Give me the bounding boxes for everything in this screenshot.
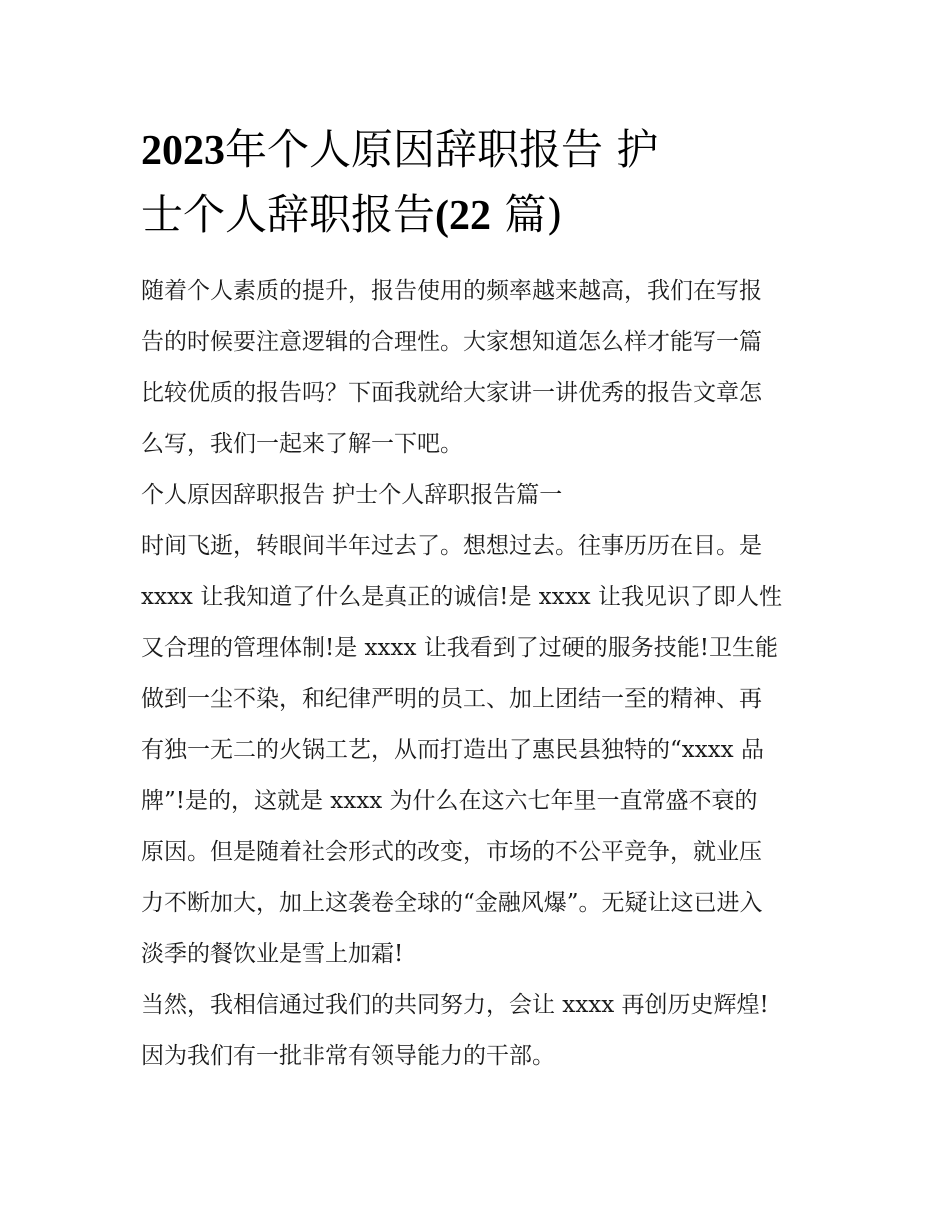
title-text-2: 士个人辞职报告	[141, 190, 436, 239]
title-line-2	[141, 183, 813, 248]
text-line: 淡季的餐饮业是雪上加霜!	[141, 941, 404, 967]
text-line: 时间飞逝，转眼间半年过去了。想想过去。往事历历在目。是	[141, 533, 762, 559]
title-text-1: 年个人原因辞职报告 护	[225, 125, 659, 174]
document-title	[141, 118, 813, 248]
text-line: 牌”!是的，这就是 xxxx 为什么在这六七年里一直常盛不衰的	[141, 788, 758, 814]
text-line: 比较优质的报告吗？下面我就给大家讲一讲优秀的报告文章怎	[141, 380, 762, 406]
text-line: 又合理的管理体制!是 xxxx 让我看到了过硬的服务技能!卫生能	[141, 635, 778, 661]
text-line: 有独一无二的火锅工艺，从而打造出了惠民县独特的“xxxx 品	[141, 737, 764, 763]
title-year: 2023	[141, 128, 225, 174]
text-line: 么写，我们一起来了解一下吧。	[141, 431, 463, 457]
document-content	[141, 118, 813, 1082]
intro-paragraph	[141, 266, 813, 470]
title-count: (22	[435, 193, 492, 239]
text-line: 当然，我相信通过我们的共同努力，会让 xxxx 再创历史辉煌!	[141, 992, 769, 1018]
text-line: 原因。但是随着社会形式的改变，市场的不公平竞争，就业压	[141, 839, 762, 865]
body-paragraph-2	[141, 980, 813, 1082]
text-line: xxxx 让我知道了什么是真正的诚信!是 xxxx 让我见识了即人性	[141, 584, 782, 610]
section-heading	[141, 470, 813, 521]
text-line: 随着个人素质的提升，报告使用的频率越来越高，我们在写报	[141, 278, 762, 304]
title-line-1	[141, 118, 813, 183]
title-text-3: 篇)	[491, 190, 563, 239]
text-line: 力不断加大，加上这袭卷全球的“金融风爆”。无疑让这已进入	[141, 890, 763, 916]
text-line: 做到一尘不染，和纪律严明的员工、加上团结一至的精神、再	[141, 686, 762, 712]
body-paragraph-1	[141, 521, 813, 980]
text-line: 个人原因辞职报告 护士个人辞职报告篇一	[141, 482, 563, 508]
text-line: 因为我们有一批非常有领导能力的干部。	[141, 1043, 555, 1069]
text-line: 告的时候要注意逻辑的合理性。大家想知道怎么样才能写一篇	[141, 329, 762, 355]
